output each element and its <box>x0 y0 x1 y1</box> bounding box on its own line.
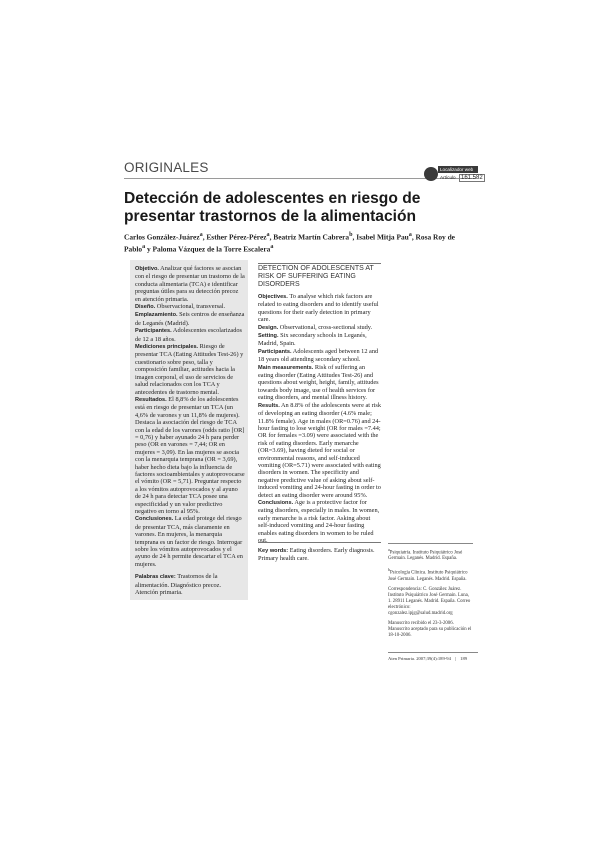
abstract-es-setting: Emplazamiento. Seis centros de enseñanza de Leganés (Madrid). <box>135 311 245 327</box>
keywords-en-block <box>258 547 381 563</box>
author-list: Carlos González-Juárez$^a$, Esther Pérez-Pérez$^a$, Beatriz Martín Cabrera$^b$, Isabel Mitja Pau$^a$, Rosa Roy de Pablo$^a$ y Paloma Vázquez de la Torre Escalera$^a$ <box>124 232 455 254</box>
locator-icon <box>424 167 438 181</box>
keywords-es: Palabras clave: Trastornos de la alimentación. Diagnóstico precoz. Atención primaria. <box>135 573 222 597</box>
english-title: DETECTION OF ADOLESCENTS AT RISK OF SUFFERING EATING DISORDERS <box>258 265 374 288</box>
abstract-en-participants: Participants. Adolescents aged between 12 and 18 years old attending secondary school. <box>258 347 379 364</box>
abstract-es-objective: Objetivo. Analizar qué factores se asocian con el riesgo de presentar un trastorno de la conducta alimentaria (TCA) e identificar preguntas útiles para su detección precoz en atención primaria. <box>135 265 245 303</box>
abstract-es-conclusions: Conclusiones. La edad protege del riesgo de presentar TCA, más claramente en varones. En mujeres, la menarquia temprana es un factor de riesgo. Interrogar sobre los vómitos autoprovocados y el ayuno de 24 h permite descartar el TCA en mujeres. <box>135 515 243 568</box>
abstract-es-design: Diseño. Observacional, transversal. <box>135 303 226 311</box>
abstract-en-setting: Setting. Six secondary schools in Leganés, Madrid, Spain. <box>258 332 367 348</box>
affiliations <box>388 547 473 644</box>
english-abstract-bottom-rule <box>258 542 381 543</box>
locator-article-label: Artículo <box>440 175 456 180</box>
affiliation-a: $^a$Psiquiatría. Instituto Psiquiátrico José Germain. Leganés. Madrid. España. <box>388 547 463 562</box>
abstract-en-conclusions: Conclusions. Age is a protective factor for eating disorders, especially in males. In women, early menarche is a risk factor. Asking about self-induced vomiting and 24-hour fasting enables eating disorders in women to be ruled out. <box>258 498 380 544</box>
page-number: 189 <box>460 656 468 661</box>
locator-label: Localizador web <box>438 166 478 173</box>
correspondence: Correspondencia: C. González Juárez. Instituto Psiquiátrico José Germain. Luna, 1. 28911 Leganés. Madrid. España. Correo electrónico: cgonzalez.ipjg@salud.madrid.org <box>388 587 471 616</box>
footer-rule <box>388 652 478 653</box>
section-label: ORIGINALES <box>124 160 209 175</box>
abstract-en-measurements: Main measurements. Risk of suffering an eating disorder (Eating Attitudes Test-26) and questions about weight, height, family, attitudes towards body image, use of health services for eating disorders, and mental illness history. <box>258 363 379 402</box>
affiliation-b: $^b$Psicología Clínica. Instituto Psiquiátrico José Germain. Leganés. Madrid. España. <box>388 567 468 582</box>
english-abstract <box>258 265 381 544</box>
affiliations-rule <box>388 543 473 544</box>
manuscript-dates: Manuscrito recibido el 23-3-2006. Manuscrito aceptado para su publicación el 18-10-2006. <box>388 621 472 638</box>
abstract-en-results: Results. An 8.8% of the adolescents were at risk of developing an eating disorder (4.6% male; 11.8% female). Age in males (OR=0.76) and 24-hour fasting to lose weight (OR for males =7.44; OR for females =3.09) were associated with the risk of eating disorders. Early menarche (OR=3.69), having dieted for social or environmental reasons, and self-induced vomiting (OR=5.71) were associated with eating disorders in women. The specificity and negative predictive value of asking about self-induced vomiting and 24-hour fasting in order to detect an eating disorder were around 95%. <box>258 401 382 499</box>
keywords-en: Key words: Eating disorders. Early diagnosis. Primary health care. <box>258 547 375 563</box>
web-locator-badge[interactable] <box>424 166 483 185</box>
locator-number: 161.582 <box>461 175 483 181</box>
abstract-es-measurements: Mediciones principales. Riesgo de presentar TCA (Eating Attitudes Test-26) y cuestionario sobre peso, talla y composición familiar, actitudes hacia la imagen corporal, el uso de servicios de salud relacionados con los TCA y antecedentes de trastorno mental. <box>135 343 244 396</box>
abstract-en-objectives: Objectives. To analyse which risk factors are related to eating disorders and to identify useful questions for their early detection in primary care. <box>258 293 379 324</box>
abstract-es-results: Resultados. El 8,8% de los adolescentes está en riesgo de presentar un TCA (un 4,6% de varones y un 11,8% de mujeres). Destaca la asociación del riesgo de TCA con la edad de los varones (odds ratio [OR] = 0,76) y haber ayunado 24 h para perder peso (OR en varones = 7,44; OR en mujeres = 3,09). En las mujeres se asocia con la menarquia temprana (OR = 3,69), haber hecho dieta bajo la influencia de factores socioambientales y autoprovocarse el vómito (OR = 5,71). Preguntar respecto a los vómitos autoprovocados y al ayuno de 24 h para detectar TCA posee una especificidad y un valor predictivo negativo en torno al 95%. <box>135 395 245 515</box>
page-footer: Aten Primaria. 2007;39(4):189-94 | 189 <box>388 656 468 661</box>
abstract-en-design: Design. Observational, cross-sectional study. <box>258 323 373 331</box>
article-title: Detección de adolescentes en riesgo de presentar trastornos de la alimentación <box>124 190 421 225</box>
footer-journal: Aten Primaria. 2007;39(4):189-94 <box>388 656 451 661</box>
abstract-es-participants: Participantes. Adolescentes escolarizados de 12 a 18 años. <box>135 327 242 343</box>
english-abstract-top-rule <box>258 263 381 264</box>
spanish-abstract <box>135 265 245 596</box>
